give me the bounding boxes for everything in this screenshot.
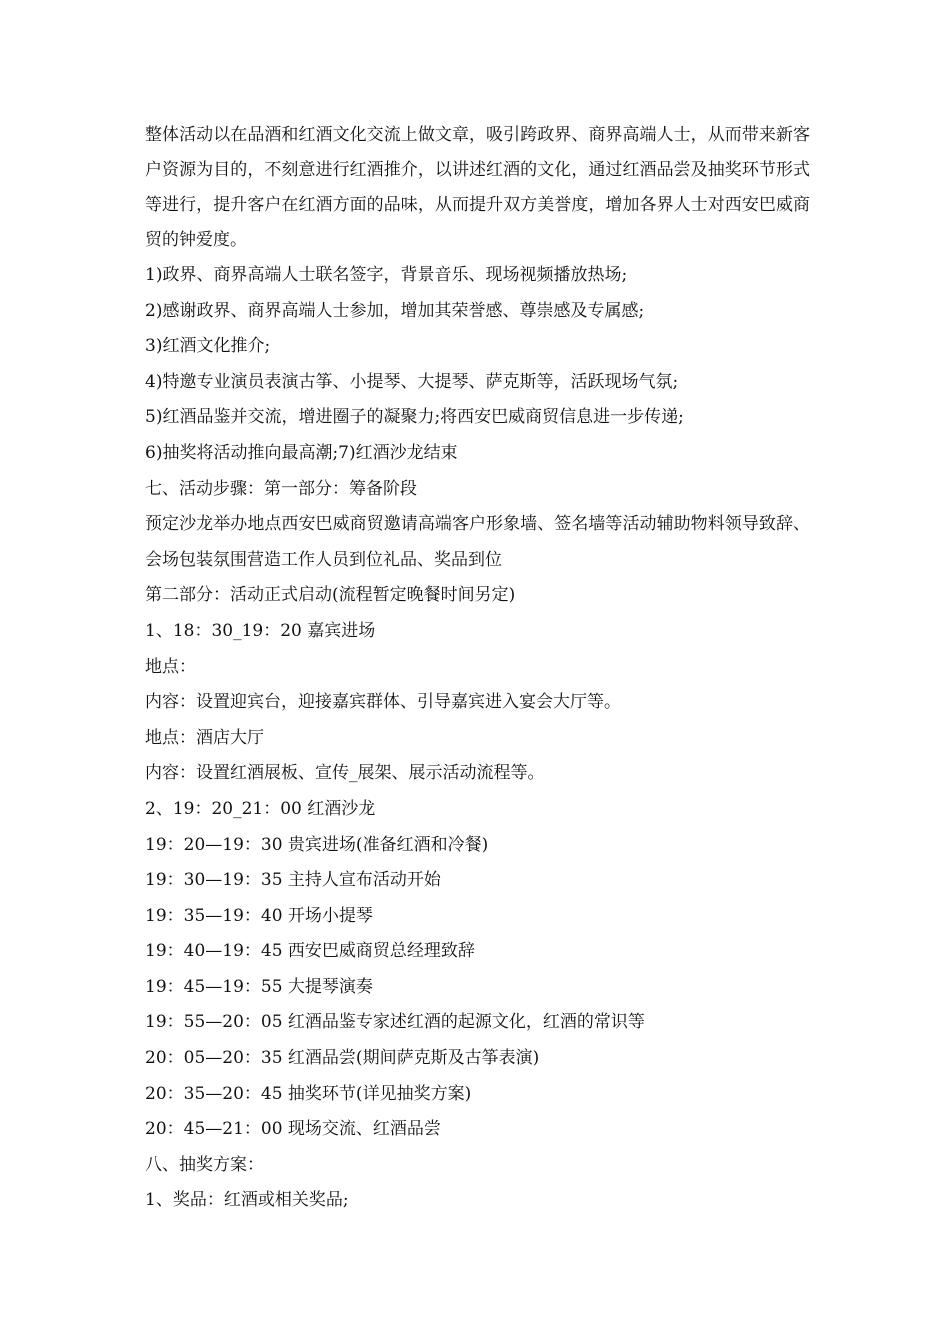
stage-title: 1、18：30_19：20 嘉宾进场: [145, 620, 376, 641]
schedule-row: 20：45—21：00 现场交流、红酒品尝: [145, 1119, 441, 1140]
schedule-row: 19：30—19：35 主持人宣布活动开始: [145, 870, 441, 891]
prep-paragraph: 预定沙龙举办地点西安巴威商贸邀请高端客户形象墙、签名墙等活动辅助物料领导致辞、会场包装氛围营造工作人员到位礼品、奖品到位: [145, 514, 810, 570]
document-body: [145, 118, 810, 1219]
list-item: 6)抽奖将活动推向最高潮;7)红酒沙龙结束: [145, 442, 458, 463]
content-line: 内容：设置迎宾台，迎接嘉宾群体、引导嘉宾进入宴会大厅等。: [145, 692, 621, 713]
content-line: 内容：设置红酒展板、宣传_展架、展示活动流程等。: [145, 763, 545, 784]
part2-heading: 第二部分：活动正式启动(流程暂定晚餐时间另定): [145, 585, 516, 606]
schedule-row: 19：45—19：55 大提琴演奏: [145, 976, 373, 997]
schedule-row: 19：35—19：40 开场小提琴: [145, 905, 373, 926]
list-item: 1)政界、商界高端人士联名签字，背景音乐、现场视频播放热场;: [145, 265, 628, 285]
schedule-row: 19：20—19：30 贵宾进场(准备红酒和冷餐): [145, 834, 489, 855]
stage-title: 2、19：20_21：00 红酒沙龙: [145, 798, 376, 819]
list-item: 3)红酒文化推介;: [145, 336, 271, 357]
schedule-row: 19：55—20：05 红酒品鉴专家述红酒的起源文化，红酒的常识等: [145, 1012, 645, 1033]
location-line: 地点：酒店大厅: [145, 727, 264, 748]
schedule-row: 20：05—20：35 红酒品尝(期间萨克斯及古筝表演): [145, 1048, 540, 1069]
list-item: 2)感谢政界、商界高端人士参加，增加其荣誉感、尊崇感及专属感;: [145, 300, 645, 321]
schedule-row: 19：40—19：45 西安巴威商贸总经理致辞: [145, 941, 475, 962]
list-item: 5)红酒品鉴并交流，增进圈子的凝聚力;将西安巴威商贸信息进一步传递;: [145, 407, 684, 428]
section-heading-steps: 七、活动步骤：第一部分：筹备阶段: [145, 478, 417, 499]
location-label: 地点：: [145, 656, 196, 677]
schedule-row: 20：35—20：45 抽奖环节(详见抽奖方案): [145, 1083, 472, 1104]
section-heading-lottery: 八、抽奖方案：: [145, 1154, 264, 1175]
list-item: 4)特邀专业演员表演古筝、小提琴、大提琴、萨克斯等，活跃现场气氛;: [145, 371, 679, 392]
intro-paragraph: 整体活动以在品酒和红酒文化交流上做文章，吸引跨政界、商界高端人士，从而带来新客户资源为目的，不刻意进行红酒推介，以讲述红酒的文化，通过红酒品尝及抽奖环节形式等进行，提升客户在红酒方面的品味，从而提升双方美誉度，增加各界人士对西安巴威商贸的钟爱度。: [145, 125, 810, 250]
prize-item: 1、奖品：红酒或相关奖品;: [145, 1190, 349, 1211]
